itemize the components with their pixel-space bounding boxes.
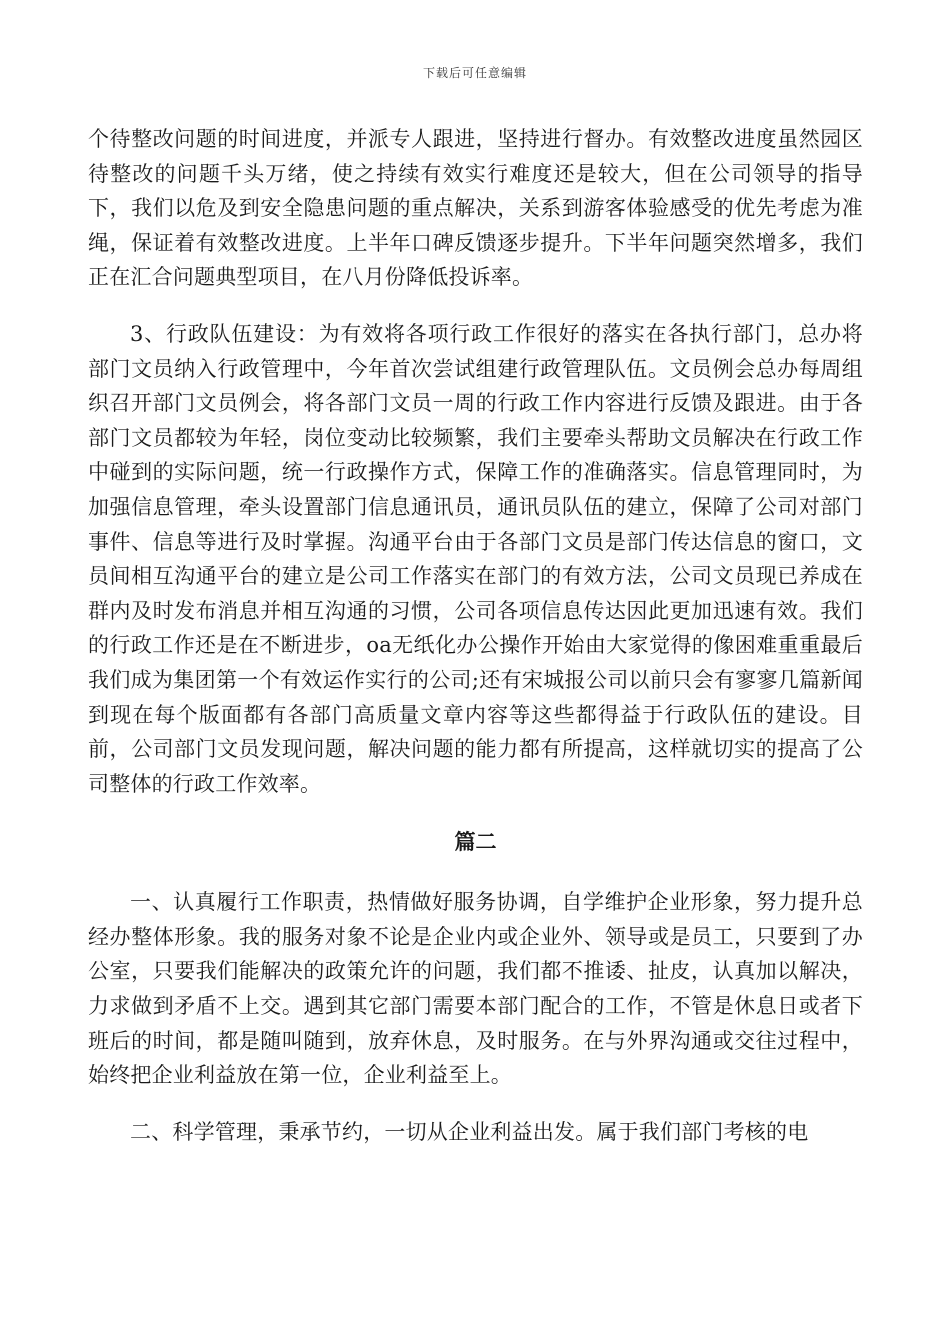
paragraph-2: 3、行政队伍建设：为有效将各项行政工作很好的落实在各执行部门，总办将部门文员纳入行政管理中，今年首次尝试组建行政管理队伍。文员例会总办每周组织召开部门文员例会，将各部门文员一周的行政工作内容进行反馈及跟进。由于各部门文员都较为年轻，岗位变动比较频繁，我们主要牵头帮助文员解决在行政工作中碰到的实际问题，统一行政操作方式，保障工作的准确落实。信息管理同时，为加强信息管理，牵头设置部门信息通讯员，通讯员队伍的建立，保障了公司对部门事件、信息等进行及时掌握。沟通平台由于各部门文员是部门传达信息的窗口，文员间相互沟通平台的建立是公司工作落实在部门的有效方法，公司文员现已养成在群内及时发布消息并相互沟通的习惯，公司各项信息传达因此更加迅速有效。我们的行政工作还是在不断进步，oa无纸化办公操作开始由大家觉得的像困难重重最后我们成为集团第一个有效运作实行的公司;还有宋城报公司以前只会有寥寥几篇新闻到现在每个版面都有各部门高质量文章内容等这些都得益于行政队伍的建设。目前，公司部门文员发现问题，解决问题的能力都有所提高，这样就切实的提高了公司整体的行政工作效率。 [88, 321, 863, 796]
document-body [88, 122, 863, 1149]
page-header-note: 下载后可任意编辑 [422, 66, 527, 80]
paragraph-1: 个待整改问题的时间进度，并派专人跟进，坚持进行督办。有效整改进度虽然园区待整改的问题千头万绪，使之持续有效实行难度还是较大，但在公司领导的指导下，我们以危及到安全隐患问题的重点解决，关系到游客体验感受的优先考虑为准绳，保证着有效整改进度。上半年口碑反馈逐步提升。下半年问题突然增多，我们正在汇合问题典型项目，在八月份降低投诉率。 [88, 127, 863, 290]
paragraph-4: 二、科学管理，秉承节约，一切从企业利益出发。属于我们部门考核的电 [130, 1119, 809, 1144]
section-title: 篇二 [454, 829, 497, 855]
paragraph-3: 一、认真履行工作职责，热情做好服务协调，自学维护企业形象，努力提升总经办整体形象。我的服务对象不论是企业内或企业外、领导或是员工，只要到了办公室，只要我们能解决的政策允许的问题，我们都不推诿、扯皮，认真加以解决，力求做到矛盾不上交。遇到其它部门需要本部门配合的工作，不管是休息日或者下班后的时间，都是随叫随到，放弃休息，及时服务。在与外界沟通或交往过程中，始终把企业利益放在第一位，企业利益至上。 [88, 890, 863, 1088]
